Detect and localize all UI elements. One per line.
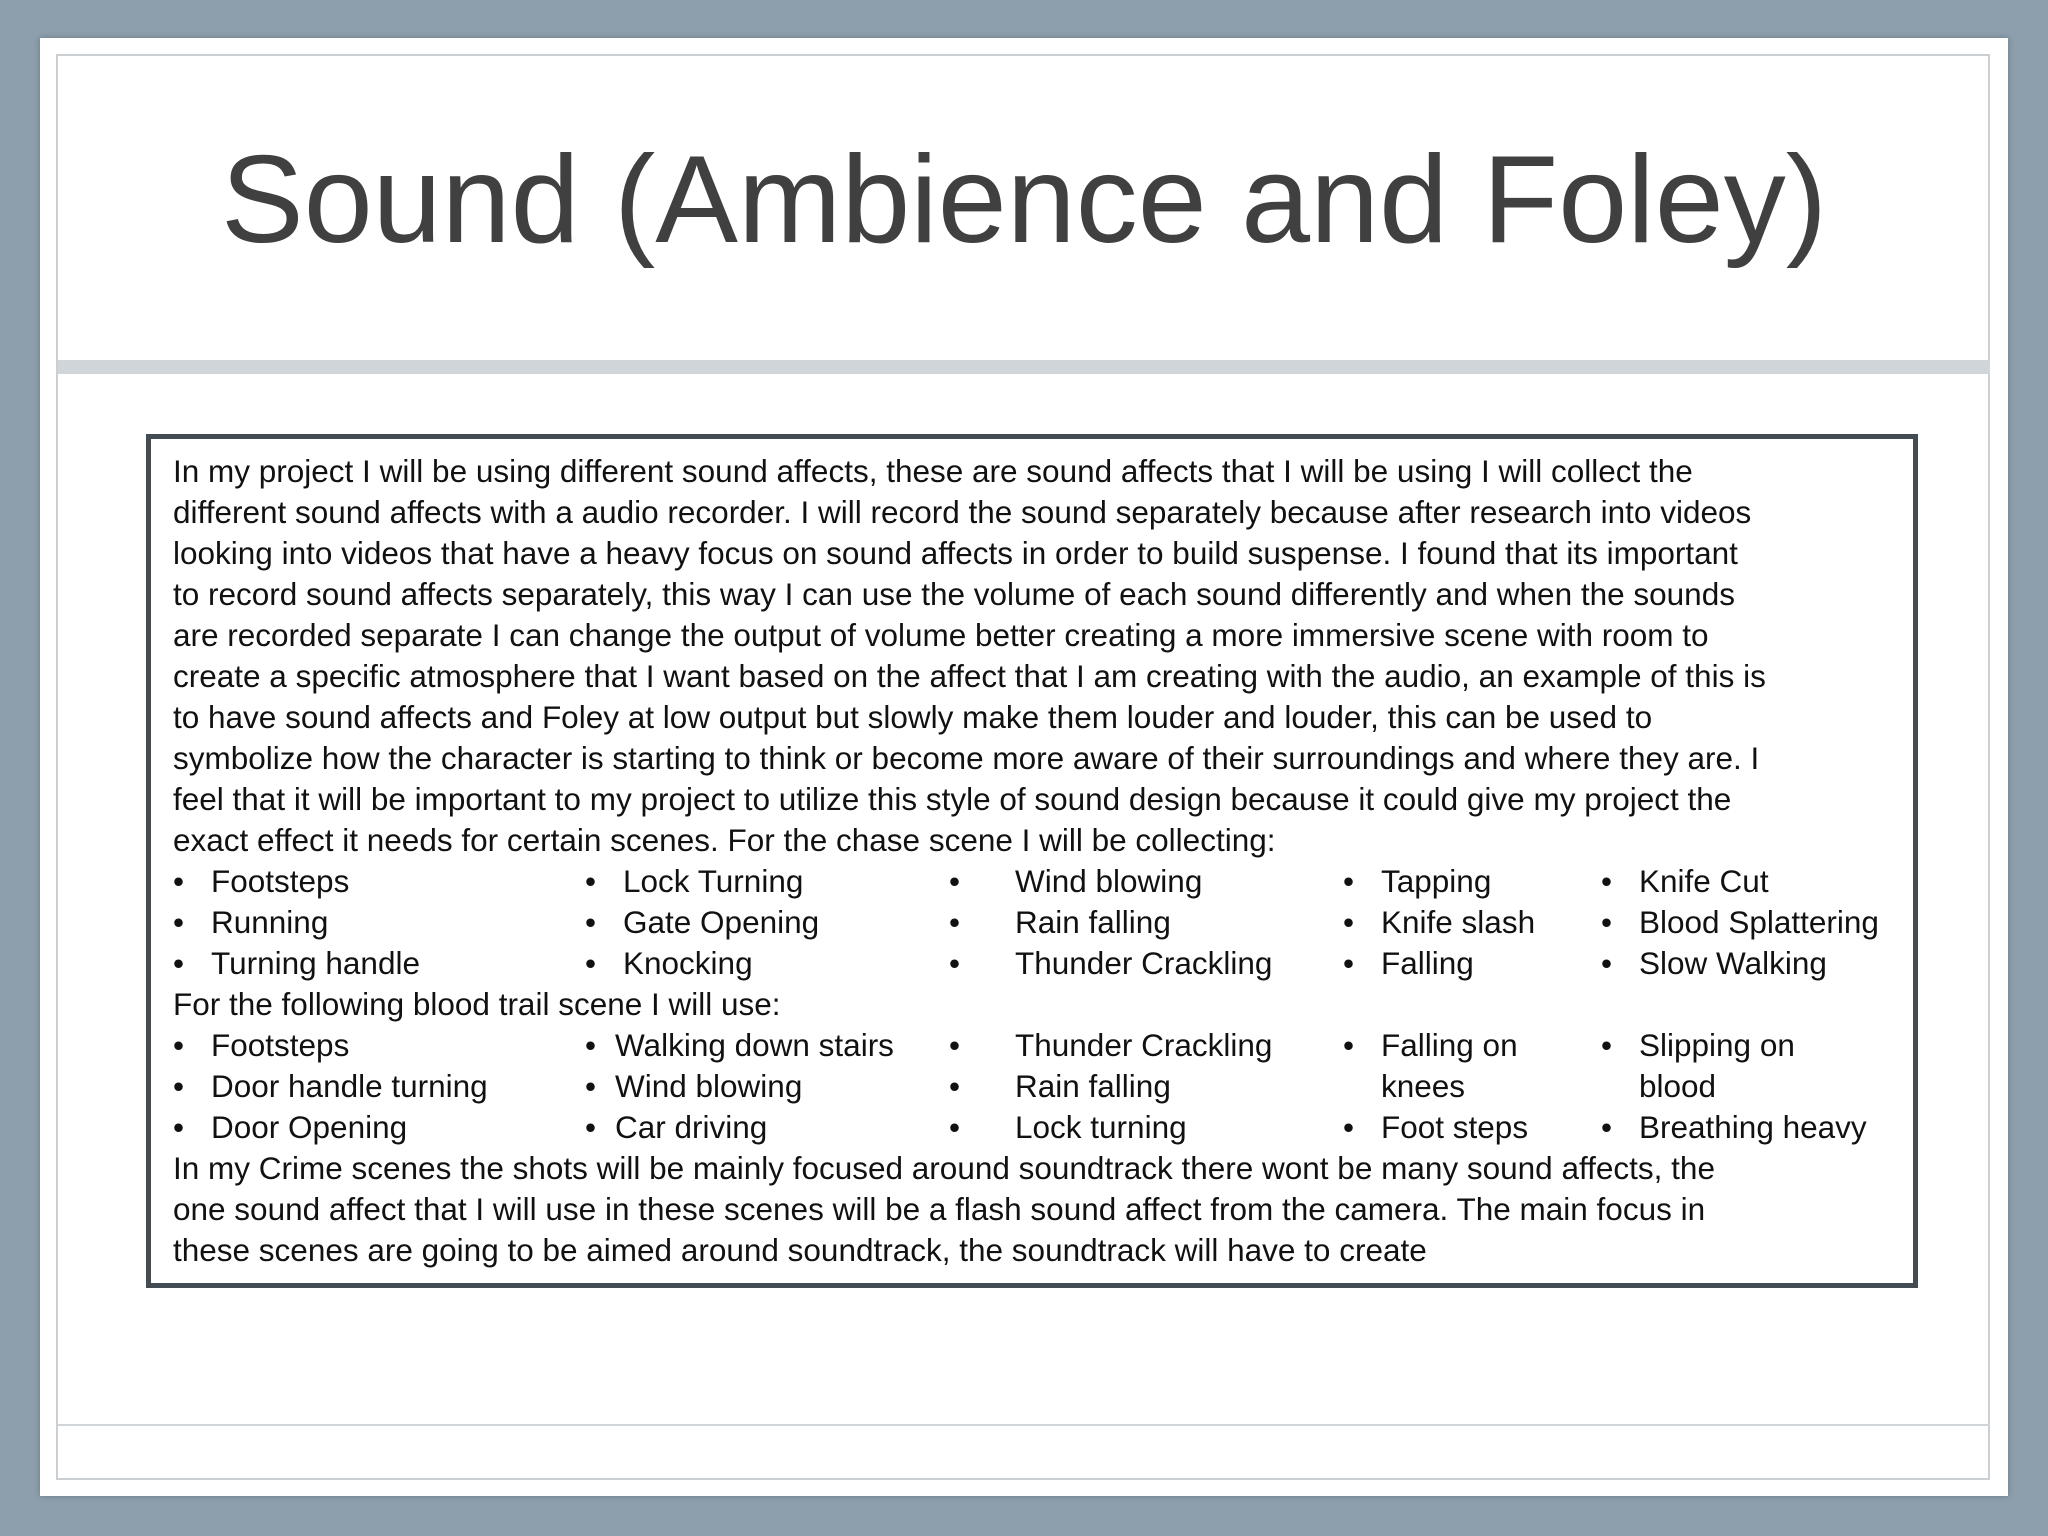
list-item bbox=[949, 861, 1343, 902]
bullet-icon: • bbox=[585, 1027, 597, 1063]
chase-list-column-2 bbox=[585, 861, 949, 984]
list-item bbox=[949, 943, 1343, 984]
list-item-text: Foot steps bbox=[1381, 1109, 1529, 1145]
bullet-icon: • bbox=[585, 1068, 597, 1104]
bullet-icon: • bbox=[585, 1109, 597, 1145]
blood-list-column-4 bbox=[1343, 1025, 1601, 1148]
list-item bbox=[173, 1066, 585, 1107]
list-item-text: Thunder Crackling bbox=[1015, 945, 1273, 981]
list-item-text: Turning handle bbox=[211, 945, 420, 981]
list-item-text: Wind blowing bbox=[615, 1068, 803, 1104]
list-item bbox=[1601, 1025, 1911, 1107]
bullet-icon: • bbox=[1343, 1109, 1355, 1145]
bullet-icon: • bbox=[1601, 945, 1613, 981]
text-line: create a specific atmosphere that I want based on the affect that I am creating with the audio, an example of this is bbox=[173, 658, 1766, 694]
list-item bbox=[173, 1107, 585, 1148]
list-item-text: Knocking bbox=[623, 945, 753, 981]
text-line: to record sound affects separately, this way I can use the volume of each sound differently and when the sounds bbox=[173, 576, 1735, 612]
list-item bbox=[1343, 902, 1601, 943]
list-item bbox=[1343, 861, 1601, 902]
bullet-icon: • bbox=[949, 945, 961, 981]
list-item-text: Gate Opening bbox=[623, 904, 820, 940]
bullet-icon: • bbox=[1601, 1109, 1613, 1145]
bullet-icon: • bbox=[949, 1109, 961, 1145]
blood-list-column-2 bbox=[585, 1025, 949, 1148]
text-line: looking into videos that have a heavy focus on sound affects in order to build suspense. I found that its important bbox=[173, 535, 1738, 571]
list-item-text: Falling bbox=[1381, 945, 1474, 981]
list-item-text: Tapping bbox=[1381, 863, 1492, 899]
bullet-icon: • bbox=[1343, 904, 1355, 940]
list-item-text: Slow Walking bbox=[1639, 945, 1827, 981]
bullet-icon: • bbox=[173, 863, 185, 899]
intro-paragraph bbox=[173, 451, 1893, 861]
title-divider bbox=[58, 360, 1990, 374]
bullet-icon: • bbox=[949, 1068, 961, 1104]
list-item bbox=[1601, 943, 1911, 984]
list-item-text: Car driving bbox=[615, 1109, 768, 1145]
list-item bbox=[949, 1066, 1343, 1107]
list-item-text: Door handle turning bbox=[211, 1068, 488, 1104]
blood-list-column-5 bbox=[1601, 1025, 1911, 1148]
bullet-icon: • bbox=[1343, 945, 1355, 981]
bullet-icon: • bbox=[585, 904, 597, 940]
bullet-icon: • bbox=[1601, 904, 1613, 940]
text-line: In my project I will be using different sound affects, these are sound affects that I will be using I will collect the bbox=[173, 453, 1693, 489]
bullet-icon: • bbox=[1601, 863, 1613, 899]
text-line: are recorded separate I can change the output of volume better creating a more immersive scene with room to bbox=[173, 617, 1709, 653]
list-item bbox=[173, 902, 585, 943]
text-line: In my Crime scenes the shots will be mainly focused around soundtrack there wont be many sound affects, the bbox=[173, 1150, 1715, 1186]
list-item-text: Blood Splattering bbox=[1639, 904, 1879, 940]
list-item bbox=[949, 1025, 1343, 1066]
text-line: one sound affect that I will use in these scenes will be a flash sound affect from the camera. The main focus in bbox=[173, 1191, 1706, 1227]
chase-scene-sound-list bbox=[173, 861, 1893, 984]
list-item bbox=[1601, 861, 1911, 902]
text-line: different sound affects with a audio recorder. I will record the sound separately because after research into videos bbox=[173, 494, 1752, 530]
footer-divider bbox=[58, 1424, 1990, 1426]
closing-paragraph bbox=[173, 1148, 1893, 1271]
list-item-text: Footsteps bbox=[211, 1027, 350, 1063]
list-item bbox=[585, 1066, 949, 1107]
content-textbox[interactable] bbox=[146, 434, 1918, 1288]
chase-list-column-4 bbox=[1343, 861, 1601, 984]
chase-list-column-3 bbox=[949, 861, 1343, 984]
list-item-text: Breathing heavy bbox=[1639, 1109, 1867, 1145]
list-item bbox=[585, 943, 949, 984]
list-item bbox=[173, 861, 585, 902]
list-item bbox=[585, 902, 949, 943]
list-item bbox=[1343, 943, 1601, 984]
bullet-icon: • bbox=[173, 1027, 185, 1063]
list-item-text: Door Opening bbox=[211, 1109, 408, 1145]
blood-list-column-3 bbox=[949, 1025, 1343, 1148]
list-item bbox=[949, 902, 1343, 943]
list-item-text: Knife slash bbox=[1381, 904, 1536, 940]
text-line: symbolize how the character is starting to think or become more aware of their surroundings and where they are. I bbox=[173, 740, 1760, 776]
list-item-text: Lock turning bbox=[1015, 1109, 1187, 1145]
list-item-text: Thunder Crackling bbox=[1015, 1027, 1273, 1063]
bullet-icon: • bbox=[585, 945, 597, 981]
bullet-icon: • bbox=[173, 1068, 185, 1104]
bullet-icon: • bbox=[173, 904, 185, 940]
list-item bbox=[1601, 1107, 1911, 1148]
bullet-icon: • bbox=[949, 904, 961, 940]
bullet-icon: • bbox=[173, 1109, 185, 1145]
list-item bbox=[585, 861, 949, 902]
list-item bbox=[173, 943, 585, 984]
blood-list-column-1 bbox=[173, 1025, 585, 1148]
list-item bbox=[1343, 1107, 1601, 1148]
list-item bbox=[585, 1107, 949, 1148]
list-item bbox=[1343, 1025, 1601, 1107]
slide-title: Sound (Ambience and Foley) bbox=[220, 131, 1827, 269]
list-item bbox=[1601, 902, 1911, 943]
text-line: exact effect it needs for certain scenes. For the chase scene I will be collecting: bbox=[173, 822, 1276, 858]
bullet-icon: • bbox=[173, 945, 185, 981]
chase-list-column-5 bbox=[1601, 861, 1911, 984]
bullet-icon: • bbox=[1343, 1027, 1355, 1063]
list-item-text: Knife Cut bbox=[1639, 863, 1769, 899]
list-item bbox=[585, 1025, 949, 1066]
list-item bbox=[949, 1107, 1343, 1148]
blood-trail-sound-list bbox=[173, 1025, 1893, 1148]
list-item-text: Falling on knees bbox=[1381, 1027, 1518, 1104]
list-item-text: Wind blowing bbox=[1015, 863, 1203, 899]
list-item-text: Running bbox=[211, 904, 329, 940]
blood-trail-heading: For the following blood trail scene I will use: bbox=[173, 986, 781, 1022]
list-item-text: Rain falling bbox=[1015, 904, 1171, 940]
text-line: feel that it will be important to my project to utilize this style of sound design because it could give my project the bbox=[173, 781, 1732, 817]
slide bbox=[40, 38, 2008, 1496]
list-item-text: Footsteps bbox=[211, 863, 350, 899]
bullet-icon: • bbox=[1601, 1027, 1613, 1063]
bullet-icon: • bbox=[949, 1027, 961, 1063]
bullet-icon: • bbox=[585, 863, 597, 899]
list-item bbox=[173, 1025, 585, 1066]
bullet-icon: • bbox=[1343, 863, 1355, 899]
bullet-icon: • bbox=[949, 863, 961, 899]
list-item-text: Lock Turning bbox=[623, 863, 804, 899]
list-item-text: Walking down stairs bbox=[615, 1027, 894, 1063]
list-item-text: Rain falling bbox=[1015, 1068, 1171, 1104]
chase-list-column-1 bbox=[173, 861, 585, 984]
text-line: to have sound affects and Foley at low output but slowly make them louder and louder, this can be used to bbox=[173, 699, 1653, 735]
text-line: these scenes are going to be aimed around soundtrack, the soundtrack will have to create bbox=[173, 1232, 1427, 1268]
list-item-text: Slipping on blood bbox=[1639, 1027, 1795, 1104]
